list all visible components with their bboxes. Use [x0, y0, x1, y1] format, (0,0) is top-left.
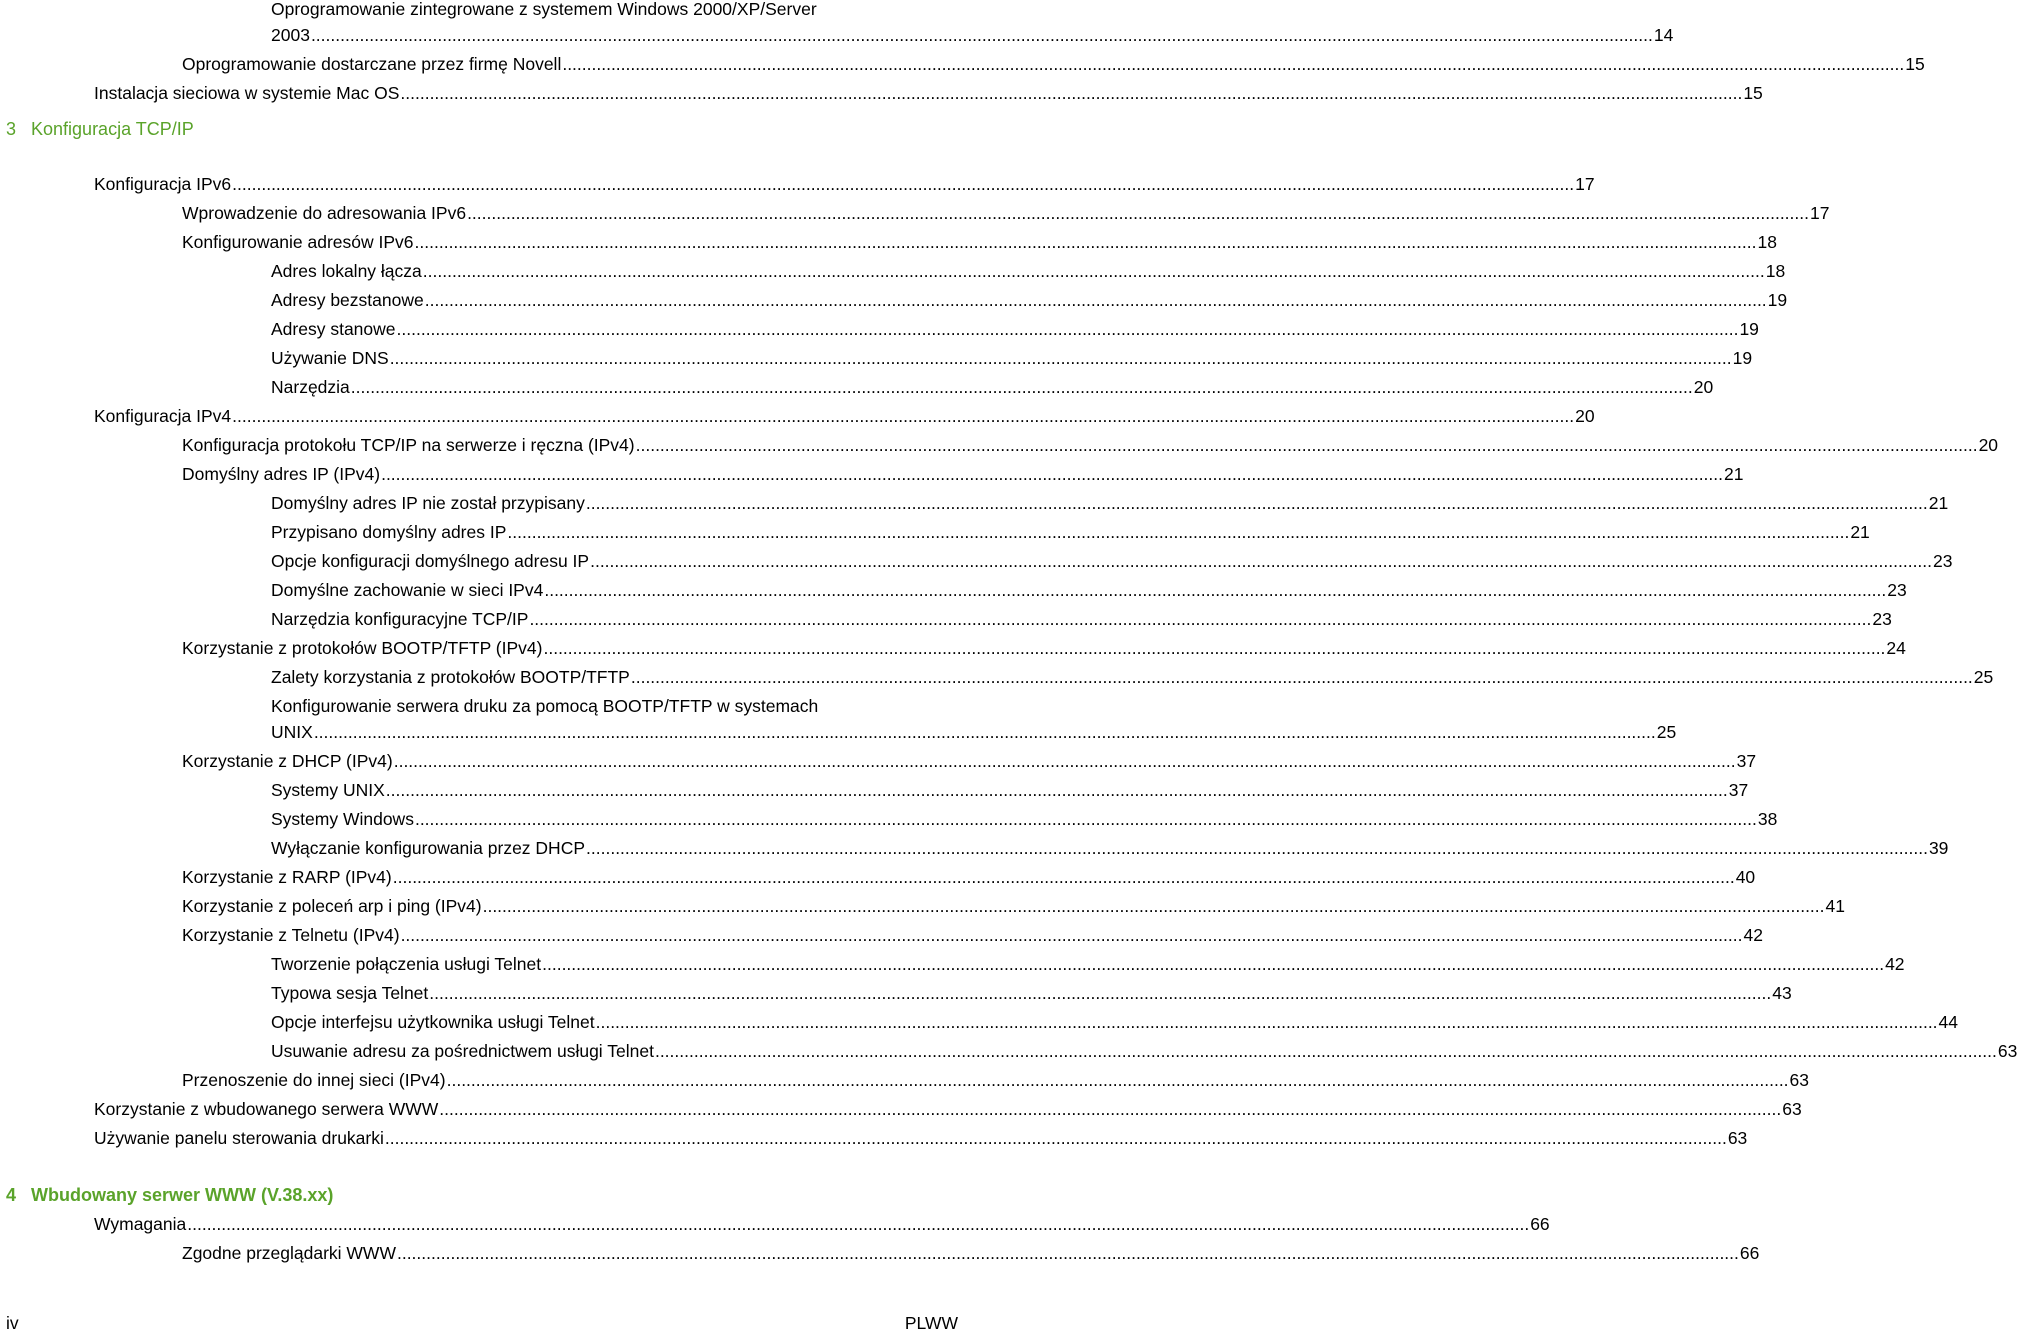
toc-entry-page: 21: [1850, 522, 1870, 542]
toc-entry-title: Wprowadzenie do adresowania IPv6: [182, 203, 467, 223]
dot-leader: [429, 980, 1771, 1006]
toc-entry[interactable]: [182, 51, 1925, 77]
toc-entry-title: Domyślny adres IP nie został przypisany: [271, 493, 585, 513]
toc-entry-title-line1: Konfigurowanie serwera druku za pomocą BOOTP/TFTP w systemach: [271, 696, 819, 716]
dot-leader: [311, 22, 1653, 48]
toc-entry[interactable]: [271, 806, 1778, 832]
toc-entry[interactable]: [182, 461, 1744, 487]
toc-entry-title: Konfiguracja protokołu TCP/IP na serwerze i ręczna (IPv4): [182, 435, 635, 455]
toc-entry-page: 40: [1735, 867, 1756, 887]
dot-leader: [447, 1067, 1789, 1093]
toc-entry[interactable]: [182, 1067, 1810, 1093]
toc-entry-title: Opcje konfiguracji domyślnego adresu IP: [271, 551, 590, 571]
toc-entry-page: 15: [1905, 54, 1925, 74]
toc-entry-title: Adres lokalny łącza: [271, 261, 422, 281]
toc-entry-title: Typowa sesja Telnet: [271, 983, 429, 1003]
toc-entry-title: Korzystanie z poleceń arp i ping (IPv4): [182, 896, 482, 916]
toc-entry-page: 19: [1767, 290, 1788, 310]
toc-entry-title: Usuwanie adresu za pośrednictwem usługi Telnet: [271, 1041, 654, 1061]
toc-entry-title-line1: Oprogramowanie zintegrowane z systemem Windows 2000/XP/Server: [271, 0, 817, 19]
toc-entry-page: 42: [1743, 925, 1763, 945]
toc-entry-page: 19: [1739, 319, 1759, 339]
toc-entry-title: Używanie panelu sterowania drukarki: [94, 1128, 384, 1148]
dot-leader: [542, 951, 1884, 977]
dot-leader: [439, 1096, 1781, 1122]
dot-leader: [401, 922, 1743, 948]
toc-entry-title: Przenoszenie do innej sieci (IPv4): [182, 1070, 446, 1090]
dot-leader: [400, 80, 1742, 106]
toc-entry-page: 63: [1789, 1070, 1810, 1090]
toc-entry[interactable]: [182, 432, 1999, 458]
toc-entry-page: 20: [1693, 377, 1714, 397]
toc-entry-page: 63: [1727, 1128, 1748, 1148]
dot-leader: [425, 287, 1767, 313]
toc-entry-title: Wyłączanie konfigurowania przez DHCP: [271, 838, 586, 858]
toc-entry-page: 21: [1724, 464, 1744, 484]
toc-entry-title: Instalacja sieciowa w systemie Mac OS: [94, 83, 400, 103]
dot-leader: [467, 200, 1809, 226]
toc-entry[interactable]: [271, 664, 1994, 690]
toc-entry-title: Narzędzia: [271, 377, 350, 397]
toc-entry-title: Opcje interfejsu użytkownika usługi Telnet: [271, 1012, 595, 1032]
toc-entry[interactable]: [182, 748, 1757, 774]
toc-entry-title: Zalety korzystania z protokołów BOOTP/TFTP: [271, 667, 630, 687]
toc-entry[interactable]: [271, 287, 1788, 313]
toc-entry[interactable]: [271, 693, 1677, 745]
toc-entry[interactable]: [94, 1096, 1802, 1122]
toc-entry[interactable]: [271, 777, 1749, 803]
toc-entry-page: 37: [1736, 751, 1757, 771]
toc-entry[interactable]: [94, 403, 1595, 429]
dot-leader: [586, 835, 1928, 861]
chapter-3-title: Konfiguracja TCP/IP: [31, 119, 194, 139]
chapter-3-number: 3: [6, 119, 17, 139]
toc-entry-title: Adresy stanowe: [271, 319, 396, 339]
chapter-4-title: Wbudowany serwer WWW (V.38.xx): [31, 1185, 334, 1205]
dot-leader: [390, 345, 1732, 371]
toc-entry-title: Oprogramowanie dostarczane przez firmę Novell: [182, 54, 562, 74]
dot-leader: [232, 171, 1574, 197]
toc-entry-page: 63: [1782, 1099, 1802, 1119]
toc-entry[interactable]: [271, 951, 1905, 977]
dot-leader: [483, 893, 1825, 919]
dot-leader: [394, 748, 1736, 774]
toc-entry-title: Konfigurowanie adresów IPv6: [182, 232, 414, 252]
dot-leader: [631, 664, 1973, 690]
dot-leader: [385, 1125, 1727, 1151]
chapter-4-number: 4: [6, 1185, 17, 1205]
dot-leader: [543, 635, 1885, 661]
toc-entry-title: Narzędzia konfiguracyjne TCP/IP: [271, 609, 529, 629]
toc-entry[interactable]: [182, 635, 1906, 661]
toc-entry[interactable]: [94, 1125, 1748, 1151]
toc-entry[interactable]: [182, 229, 1777, 255]
dot-leader: [423, 258, 1765, 284]
toc-entry-title: Korzystanie z DHCP (IPv4): [182, 751, 393, 771]
dot-leader: [586, 490, 1928, 516]
toc-entry[interactable]: [94, 80, 1763, 106]
toc-entry[interactable]: [271, 519, 1870, 545]
toc-entry-page: 24: [1886, 638, 1906, 658]
toc-entry-page: 18: [1765, 261, 1786, 281]
dot-leader: [507, 519, 1849, 545]
toc-entry-page: 25: [1656, 722, 1677, 742]
toc-entry[interactable]: [271, 835, 1949, 861]
toc-entry-title: UNIX: [271, 722, 313, 742]
toc-entry-page: 20: [1575, 406, 1595, 426]
toc-entry[interactable]: [271, 606, 1892, 632]
toc-entry[interactable]: [271, 374, 1714, 400]
dot-leader: [415, 806, 1757, 832]
dot-leader: [590, 548, 1932, 574]
toc-entry-title: Korzystanie z wbudowanego serwera WWW: [94, 1099, 439, 1119]
dot-leader: [232, 403, 1574, 429]
dot-leader: [415, 229, 1757, 255]
toc-entry-page: 18: [1757, 232, 1777, 252]
toc-entry[interactable]: [182, 1240, 1760, 1266]
dot-leader: [544, 577, 1886, 603]
dot-leader: [636, 432, 1978, 458]
toc-entry-page: 66: [1739, 1243, 1760, 1263]
toc-entry[interactable]: [271, 980, 1792, 1006]
toc-entry-title: Systemy UNIX: [271, 780, 385, 800]
toc-entry-page: 17: [1575, 174, 1595, 194]
toc-entry[interactable]: [271, 490, 1949, 516]
dot-leader: [386, 777, 1728, 803]
dot-leader: [393, 864, 1735, 890]
toc-entry-page: 15: [1743, 83, 1763, 103]
dot-leader: [381, 461, 1723, 487]
toc-entry[interactable]: [271, 1009, 1959, 1035]
toc-entry-title: Używanie DNS: [271, 348, 389, 368]
toc-entry[interactable]: [271, 345, 1753, 371]
toc-entry-title: Konfiguracja IPv4: [94, 406, 232, 426]
toc-entry-page: 14: [1653, 25, 1674, 45]
dot-leader: [351, 374, 1693, 400]
toc-entry-page: 19: [1732, 348, 1753, 368]
toc-entry[interactable]: [182, 864, 1756, 890]
toc-entry-page: 17: [1810, 203, 1830, 223]
dot-leader: [655, 1038, 1997, 1064]
toc-entry-page: 23: [1887, 580, 1907, 600]
chapter-3-heading[interactable]: [6, 116, 194, 142]
dot-leader: [596, 1009, 1938, 1035]
toc-entry-title: Konfiguracja IPv6: [94, 174, 232, 194]
toc-entry-page: 37: [1728, 780, 1749, 800]
toc-entry-page: 42: [1885, 954, 1905, 974]
toc-entry-page: 63: [1997, 1041, 2017, 1061]
toc-entry[interactable]: [94, 1211, 1550, 1237]
toc-entry-title: Domyślne zachowanie w sieci IPv4: [271, 580, 544, 600]
toc-entry[interactable]: [94, 171, 1595, 197]
page-number: iv: [6, 1313, 19, 1333]
toc-entry-page: 23: [1933, 551, 1953, 571]
dot-leader: [562, 51, 1904, 77]
toc-entry-title: 2003: [271, 25, 310, 45]
dot-leader: [397, 316, 1739, 342]
toc-entry-title: Korzystanie z RARP (IPv4): [182, 867, 392, 887]
toc-entry-title: Przypisano domyślny adres IP: [271, 522, 507, 542]
toc-entry[interactable]: [182, 922, 1763, 948]
toc-entry[interactable]: [271, 0, 1674, 48]
toc-entry-title: Wymagania: [94, 1214, 187, 1234]
toc-entry-title: Tworzenie połączenia usługi Telnet: [271, 954, 542, 974]
toc-entry-page: 39: [1928, 838, 1949, 858]
toc-entry-title: Systemy Windows: [271, 809, 414, 829]
dot-leader: [397, 1240, 1739, 1266]
toc-entry-title: Korzystanie z protokołów BOOTP/TFTP (IPv4): [182, 638, 543, 658]
toc-entry-page: 41: [1825, 896, 1845, 916]
toc-entry[interactable]: [271, 548, 1953, 574]
toc-entry-page: 43: [1772, 983, 1792, 1003]
chapter-4-heading[interactable]: [6, 1182, 333, 1208]
toc-entry[interactable]: [271, 258, 1786, 284]
toc-entry[interactable]: [271, 316, 1759, 342]
toc-entry[interactable]: [271, 577, 1907, 603]
toc-entry-title: Adresy bezstanowe: [271, 290, 424, 310]
toc-entry-title: Zgodne przeglądarki WWW: [182, 1243, 396, 1263]
dot-leader: [314, 719, 1656, 745]
dot-leader: [187, 1211, 1529, 1237]
toc-entry[interactable]: [271, 1038, 2017, 1064]
toc-entry[interactable]: [182, 200, 1830, 226]
toc-entry-page: 66: [1530, 1214, 1550, 1234]
toc-entry-page: 21: [1928, 493, 1949, 513]
toc-entry-page: 38: [1757, 809, 1778, 829]
toc-entry-page: 20: [1978, 435, 1999, 455]
toc-entry-title: Korzystanie z Telnetu (IPv4): [182, 925, 400, 945]
footer-locale: PLWW: [904, 1313, 958, 1333]
toc-entry-page: 25: [1973, 667, 1994, 687]
toc-entry-page: 23: [1872, 609, 1892, 629]
toc-entry-title: Domyślny adres IP (IPv4): [182, 464, 381, 484]
toc-entry-page: 44: [1938, 1012, 1959, 1032]
toc-entry[interactable]: [182, 893, 1845, 919]
dot-leader: [529, 606, 1871, 632]
